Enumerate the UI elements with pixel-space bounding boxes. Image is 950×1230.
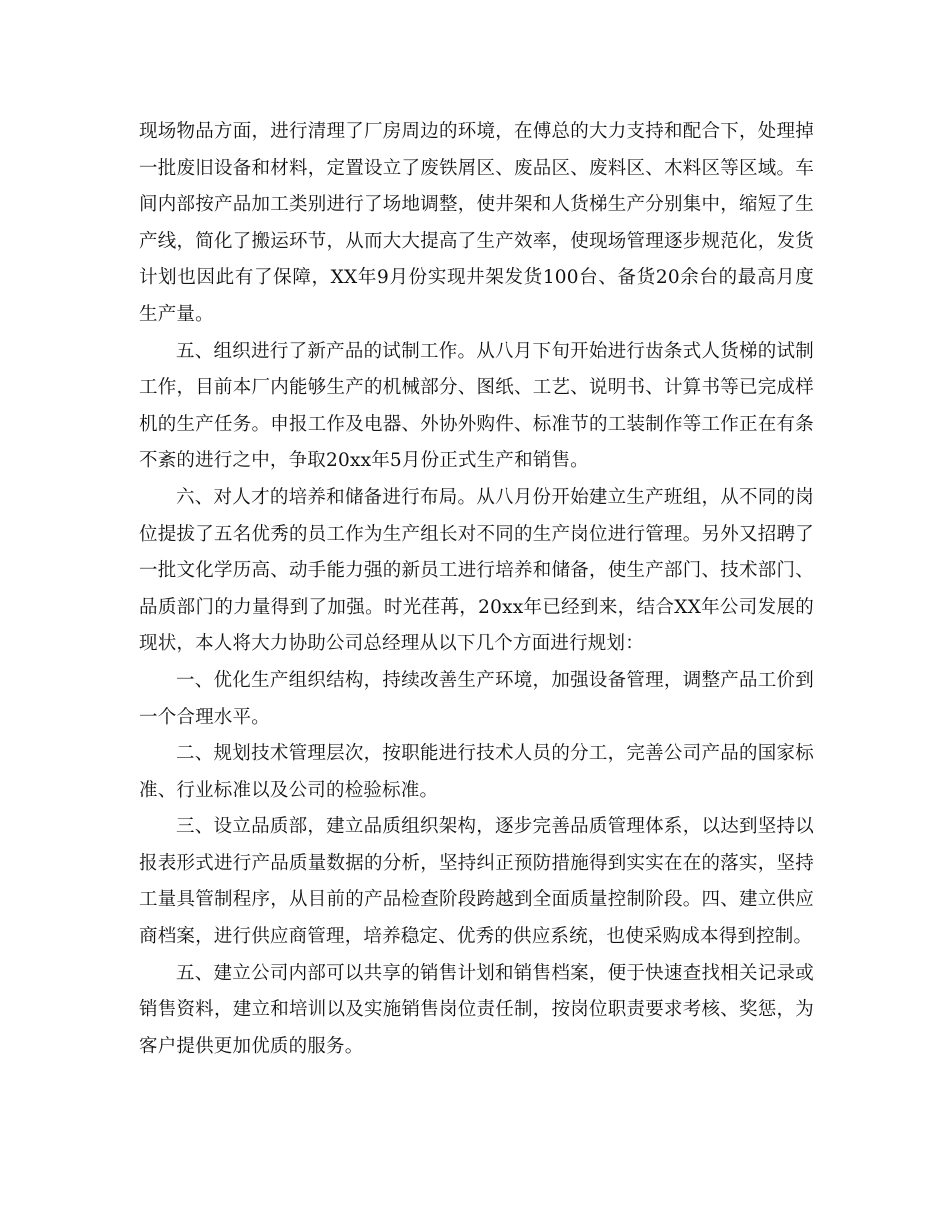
paragraph-site-items: 现场物品方面，进行清理了厂房周边的环境，在傅总的大力支持和配合下，处理掉一批废旧设备和材料，定置设立了废铁屑区、废品区、废料区、木料区等区域。车间内部按产品加工类别进行了场地调整，使井架和人货梯生产分别集中，缩短了生产线，简化了搬运环节，从而大大提高了生产效率，使现场管理逐步规范化，发货计划也因此有了保障，XX年9月份实现井架发货100台、备货20余台的最高月度生产量。 — [139, 121, 814, 325]
document-body — [139, 114, 814, 1065]
paragraph-plan-sales-records: 五、建立公司内部可以共享的销售计划和销售档案，便于快速查找相关记录或销售资料，建立和培训以及实施销售岗位责任制，按岗位职责要求考核、奖惩，为客户提供更加优质的服务。 — [139, 962, 814, 1057]
paragraph-talent-training: 六、对人才的培养和储备进行布局。从八月份开始建立生产班组，从不同的岗位提拔了五名优秀的员工作为生产组长对不同的生产岗位进行管理。另外又招聘了一批文化学历高、动手能力强的新员工进行培养和储备，使生产部门、技术部门、品质部门的力量得到了加强。时光荏苒，20xx年已经到来，结合XX年公司发展的现状，本人将大力协助公司总经理从以下几个方面进行规划： — [139, 486, 814, 655]
paragraph-plan-technical-management: 二、规划技术管理层次，按职能进行技术人员的分工，完善公司产品的国家标准、行业标准以及公司的检验标准。 — [139, 743, 814, 801]
paragraph-new-product-trial: 五、组织进行了新产品的试制工作。从八月下旬开始进行齿条式人货梯的试制工作，目前本厂内能够生产的机械部分、图纸、工艺、说明书、计算书等已完成样机的生产任务。申报工作及电器、外协外购件、标准节的工装制作等工作正在有条不紊的进行之中，争取20xx年5月份正式生产和销售。 — [139, 340, 814, 472]
paragraph-plan-quality-department: 三、设立品质部，建立品质组织架构，逐步完善品质管理体系，以达到坚持以报表形式进行产品质量数据的分析，坚持纠正预防措施得到实实在在的落实，坚持工量具管制程序，从目前的产品检查阶段跨越到全面质量控制阶段。四、建立供应商档案，进行供应商管理，培养稳定、优秀的供应系统，也使采购成本得到控制。 — [139, 816, 814, 948]
paragraph-plan-production-structure: 一、优化生产组织结构，持续改善生产环境，加强设备管理，调整产品工价到一个合理水平。 — [139, 669, 814, 728]
